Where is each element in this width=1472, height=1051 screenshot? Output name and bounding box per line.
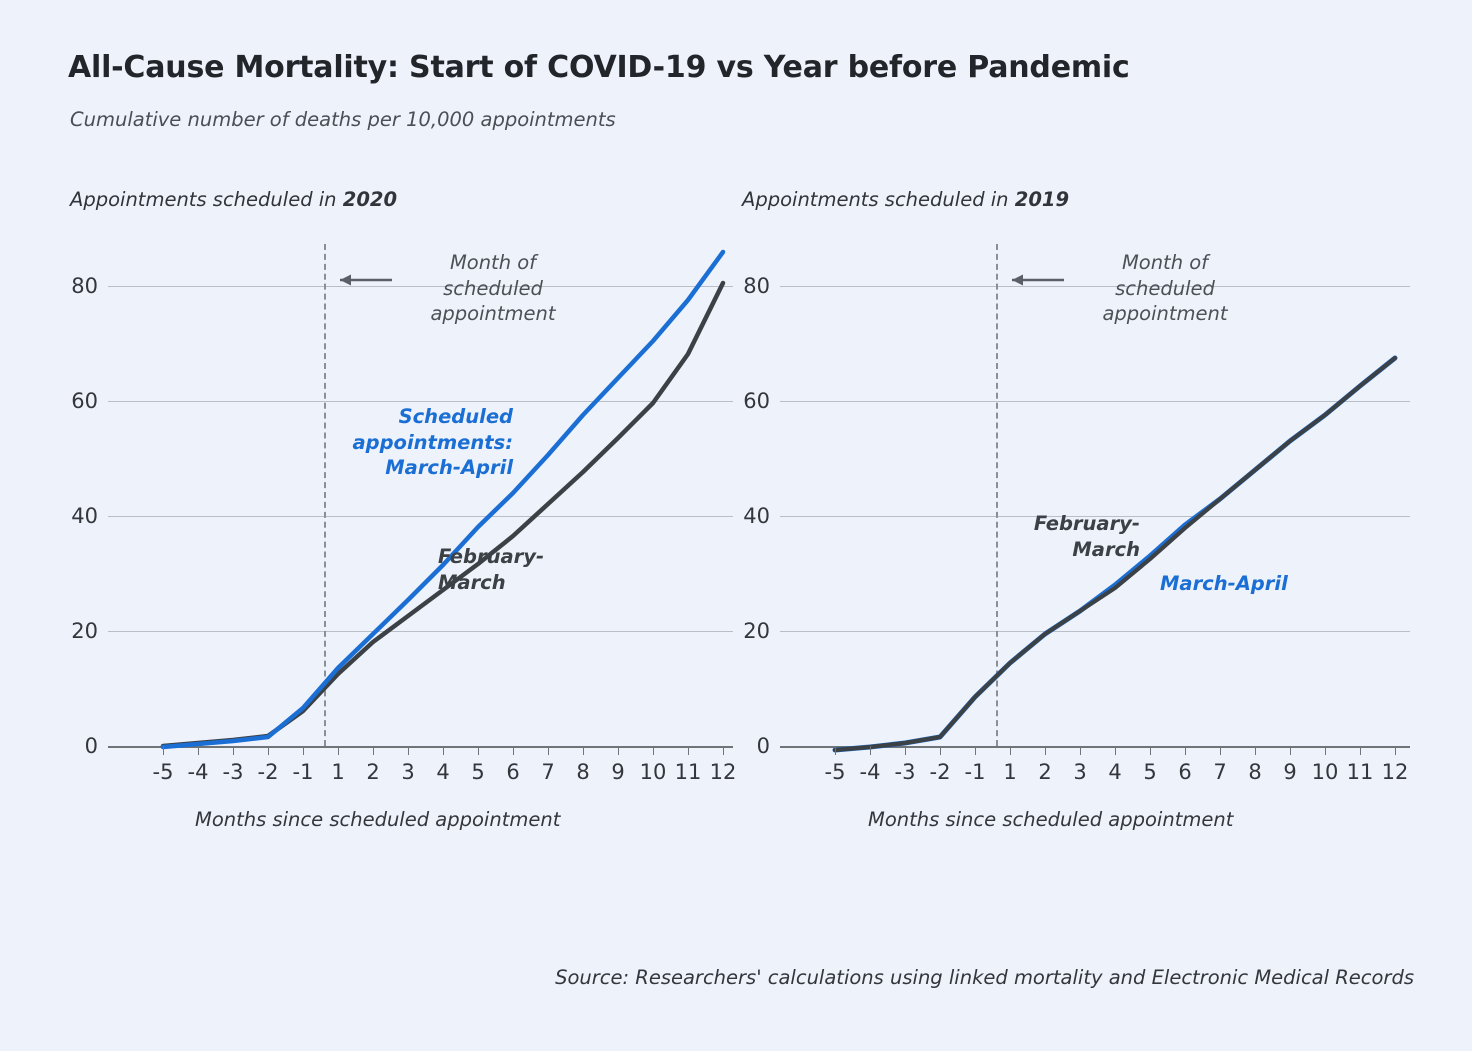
x-tick-label: 10 bbox=[639, 760, 667, 784]
x-axis-caption-2020: Months since scheduled appointment bbox=[195, 808, 561, 831]
x-tick-label: -4 bbox=[187, 760, 209, 784]
series-label-february-march-2019 bbox=[980, 511, 1140, 562]
x-tick bbox=[870, 746, 871, 755]
x-tick bbox=[688, 746, 689, 755]
x-tick-label: 6 bbox=[506, 760, 520, 784]
x-tick bbox=[303, 746, 304, 755]
x-tick-label: 1 bbox=[1003, 760, 1017, 784]
panel-title-prefix: Appointments scheduled in bbox=[742, 188, 1015, 211]
chart-panel-2020 bbox=[60, 178, 750, 858]
plot-area-2019 bbox=[743, 226, 1410, 784]
x-tick-label: 11 bbox=[1346, 760, 1374, 784]
x-tick bbox=[583, 746, 584, 755]
series-label-line-3: March-April bbox=[385, 456, 513, 480]
x-tick bbox=[443, 746, 444, 755]
y-tick-label-80: 80 bbox=[71, 274, 98, 298]
x-tick bbox=[1115, 746, 1116, 755]
x-tick-label: 4 bbox=[1108, 760, 1122, 784]
series-label-line-1: Scheduled bbox=[398, 405, 513, 428]
x-tick-label: 5 bbox=[471, 760, 485, 784]
series-label-march-april-2020 bbox=[313, 404, 513, 481]
x-tick-label: -4 bbox=[859, 760, 881, 784]
x-tick-label: 6 bbox=[1178, 760, 1192, 784]
x-tick bbox=[338, 746, 339, 755]
x-tick bbox=[723, 746, 724, 755]
x-tick-label: 3 bbox=[1073, 760, 1087, 784]
source-note: Source: Researchers' calculations using linked mortality and Electronic Medical Records bbox=[555, 966, 1414, 989]
x-tick bbox=[1150, 746, 1151, 755]
y-tick-label-60: 60 bbox=[71, 389, 98, 413]
x-tick bbox=[1255, 746, 1256, 755]
series-label-february-march-2020 bbox=[438, 544, 598, 595]
x-tick-label: -5 bbox=[824, 760, 846, 784]
series-label-line-2: March bbox=[1072, 537, 1140, 561]
x-tick bbox=[618, 746, 619, 755]
panel-title-2019 bbox=[742, 188, 1069, 211]
x-tick bbox=[373, 746, 374, 755]
chart-panel-2019 bbox=[732, 178, 1432, 858]
x-tick-label: 8 bbox=[1248, 760, 1262, 784]
x-tick bbox=[1185, 746, 1186, 755]
x-tick bbox=[1360, 746, 1361, 755]
x-tick-label: 5 bbox=[1143, 760, 1157, 784]
y-tick-label-40: 40 bbox=[743, 504, 770, 528]
annotation-line-3: appointment bbox=[430, 302, 556, 326]
annotation-line-2: scheduled bbox=[443, 276, 543, 300]
arrow-left-icon bbox=[1010, 272, 1066, 288]
x-tick bbox=[1220, 746, 1221, 755]
x-tick-label: 10 bbox=[1311, 760, 1339, 784]
y-tick-label-0: 0 bbox=[84, 734, 98, 758]
series-label-march-april-2019 bbox=[1160, 571, 1340, 597]
x-tick bbox=[905, 746, 906, 755]
x-axis-caption-2019: Months since scheduled appointment bbox=[868, 808, 1234, 831]
panel-title-year: 2019 bbox=[1014, 188, 1070, 211]
x-tick bbox=[198, 746, 199, 755]
series-label-line-2: appointments: bbox=[352, 430, 513, 454]
x-tick-label: 7 bbox=[541, 760, 555, 784]
x-tick bbox=[1290, 746, 1291, 755]
series-label-line-1: February- bbox=[438, 545, 545, 568]
panel-title-prefix: Appointments scheduled in bbox=[70, 188, 343, 211]
x-tick bbox=[548, 746, 549, 755]
x-tick bbox=[1045, 746, 1046, 755]
y-tick-label-20: 20 bbox=[71, 619, 98, 643]
annotation-line-3: appointment bbox=[1102, 302, 1228, 326]
x-tick bbox=[1325, 746, 1326, 755]
x-tick-label: 9 bbox=[1283, 760, 1297, 784]
x-tick-label: -2 bbox=[929, 760, 951, 784]
x-tick-label: 1 bbox=[331, 760, 345, 784]
x-tick bbox=[478, 746, 479, 755]
annotation-line-1: Month of bbox=[449, 251, 537, 274]
x-tick-label: 12 bbox=[709, 760, 737, 784]
page-title: All-Cause Mortality: Start of COVID-19 vs Year before Pandemic bbox=[68, 50, 1130, 85]
y-tick-label-40: 40 bbox=[71, 504, 98, 528]
x-tick bbox=[1395, 746, 1396, 755]
annotation-month-of-scheduled-appointment bbox=[398, 250, 588, 327]
x-tick bbox=[1010, 746, 1011, 755]
x-tick-label: -3 bbox=[222, 760, 244, 784]
panel-title-year: 2020 bbox=[342, 188, 398, 211]
x-tick-label: 12 bbox=[1381, 760, 1409, 784]
panel-title-2020 bbox=[70, 188, 397, 211]
x-tick-label: 4 bbox=[436, 760, 450, 784]
y-tick-label-0: 0 bbox=[756, 734, 770, 758]
x-tick-label: 9 bbox=[611, 760, 625, 784]
y-tick-label-80: 80 bbox=[743, 274, 770, 298]
series-label-line-1: March-April bbox=[1160, 572, 1288, 595]
x-tick-label: 2 bbox=[366, 760, 380, 784]
x-tick bbox=[653, 746, 654, 755]
x-tick-label: -1 bbox=[292, 760, 314, 784]
x-tick bbox=[163, 746, 164, 755]
x-tick bbox=[835, 746, 836, 755]
x-tick-label: -3 bbox=[894, 760, 916, 784]
plot-area-2020 bbox=[71, 226, 737, 784]
x-tick bbox=[1080, 746, 1081, 755]
series-label-line-2: March bbox=[438, 570, 506, 594]
series-label-line-1: February- bbox=[1033, 512, 1140, 535]
x-tick bbox=[408, 746, 409, 755]
x-tick bbox=[940, 746, 941, 755]
annotation-month-of-scheduled-appointment bbox=[1070, 250, 1260, 327]
x-tick-label: 11 bbox=[674, 760, 702, 784]
x-tick-label: 8 bbox=[576, 760, 590, 784]
arrow-left-icon bbox=[338, 272, 394, 288]
x-tick-label: 3 bbox=[401, 760, 415, 784]
x-tick bbox=[975, 746, 976, 755]
y-tick-label-20: 20 bbox=[743, 619, 770, 643]
x-tick bbox=[513, 746, 514, 755]
annotation-line-2: scheduled bbox=[1115, 276, 1215, 300]
x-tick-label: 2 bbox=[1038, 760, 1052, 784]
y-tick-label-60: 60 bbox=[743, 389, 770, 413]
x-tick-label: -2 bbox=[257, 760, 279, 784]
x-tick-label: -5 bbox=[152, 760, 174, 784]
x-tick bbox=[233, 746, 234, 755]
x-tick bbox=[268, 746, 269, 755]
annotation-line-1: Month of bbox=[1121, 251, 1209, 274]
series-line-february-march bbox=[163, 283, 723, 746]
x-tick-label: -1 bbox=[964, 760, 986, 784]
page-subtitle: Cumulative number of deaths per 10,000 appointments bbox=[70, 108, 616, 131]
x-tick-label: 7 bbox=[1213, 760, 1227, 784]
